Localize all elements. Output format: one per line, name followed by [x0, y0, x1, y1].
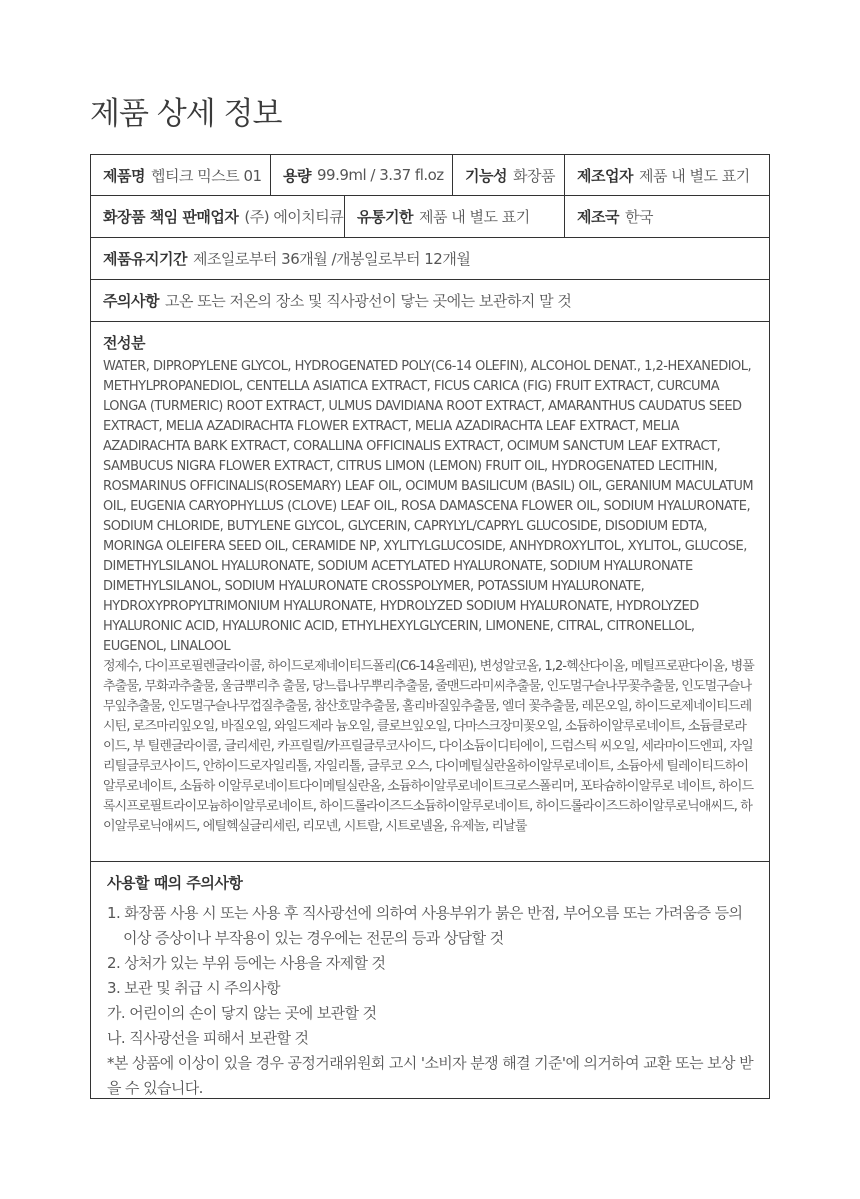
caution-note: *본 상품에 이상이 있을 경우 공정거래위원회 고시 '소비자 분쟁 해결 기준'에 의거하여 교환 또는 보상 받을 수 있습니다.: [107, 1054, 753, 1097]
storage-warning-label: 주의사항: [103, 292, 159, 310]
shelf-life-label: 제품유지기간: [103, 250, 187, 268]
origin-label: 제조국: [577, 208, 619, 226]
usage-cautions-title: 사용할 때의 주의사항: [107, 874, 243, 892]
storage-warning-cell: [91, 280, 769, 321]
product-info-table: [90, 154, 770, 1099]
origin-value: 한국: [624, 208, 653, 226]
caution-item: 1. 화장품 사용 시 또는 사용 후 직사광선에 의하여 사용부위가 붉은 반점, 부어오름 또는 가려움증 등의 이상 증상이나 부작용이 있는 경우에는 전문의 등과 상담할 것: [107, 904, 743, 947]
storage-warning-value: 고온 또는 저온의 장소 및 직사광선이 닿는 곳에는 보관하지 말 것: [164, 292, 572, 310]
expiry-label: 유통기한: [357, 208, 413, 226]
caution-item: 나. 직사광선을 피해서 보관할 것: [107, 1029, 309, 1047]
seller-label: 화장품 책임 판매업자: [103, 208, 239, 226]
volume-label: 용량: [283, 166, 311, 185]
product-name-label: 제품명: [103, 166, 145, 185]
functional-value: 화장품: [512, 166, 555, 185]
info-row-3: [91, 238, 769, 280]
origin-cell: [565, 196, 769, 237]
usage-cautions-section: [91, 862, 769, 1098]
functional-cell: [453, 155, 565, 195]
product-name-value: 헵티크 믹스트 01: [150, 166, 262, 185]
usage-cautions-list: [107, 901, 755, 1101]
manufacturer-cell: [565, 155, 769, 195]
ingredients-english: WATER, DIPROPYLENE GLYCOL, HYDROGENATED POLY(C6-14 OLEFIN), ALCOHOL DENAT., 1,2-HEXANEDIOL, METHYLPROPANEDIOL, CENTELLA ASIATICA EXTRACT, FICUS CARICA (FIG) FRUIT EXTRACT, CURCUMA LONGA (TURMERIC) ROOT EXTRACT, ULMUS DAVIDIANA ROOT EXTRACT, AMARANTHUS CAUDATUS SEED EXTRACT, MELIA AZADIRACHTA FLOWER EXTRACT, MELIA AZADIRACHTA LEAF EXTRACT, MELIA AZADIRACHTA BARK EXTRACT, CORALLINA OFFICINALIS EXTRACT, OCIMUM SANCTUM LEAF EXTRACT, SAMBUCUS NIGRA FLOWER EXTRACT, CITRUS LIMON (LEMON) FRUIT OIL, HYDROGENATED LECITHIN, ROSMARINUS OFFICINALIS(ROSEMARY) LEAF OIL, OCIMUM BASILICUM (BASIL) OIL, GERANIUM MACULATUM OIL, EUGENIA CARYOPHYLLUS (CLOVE) LEAF OIL, ROSA DAMASCENA FLOWER OIL, SODIUM HYALURONATE, SODIUM CHLORIDE, BUTYLENE GLYCOL, GLYCERIN, CAPRYLYL/CAPRYL GLUCOSIDE, DISODIUM EDTA, MORINGA OLEIFERA SEED OIL, CERAMIDE NP, XYLITYLGLUCOSIDE, ANHYDROXYLITOL, XYLITOL, GLUCOSE, DIMETHYLSILANOL HYALURONATE, SODIUM ACETYLATED HYALURONATE, SODIUM HYALURONATE DIMETHYLSILANOL, SODIUM HYALURONATE CROSSPOLYMER, POTASSIUM HYALURONATE, HYDROXYPROPYLTRIMONIUM HYALURONATE, HYDROLYZED SODIUM HYALURONATE, HYDROLYZED HYALURONIC ACID, HYALURONIC ACID, ETHYLHEXYLGLYCERIN, LIMONENE, CITRAL, CITRONELLOL, EUGENOL, LINALOOL: [103, 359, 754, 654]
info-row-4: [91, 280, 769, 322]
page-title: 제품 상세 정보: [90, 96, 282, 132]
volume-value: 99.9ml / 3.37 fl.oz: [316, 166, 444, 184]
ingredients-title: 전성분: [103, 334, 145, 352]
caution-item: 가. 어린이의 손이 닿지 않는 곳에 보관할 것: [107, 1004, 377, 1022]
manufacturer-value: 제품 내 별도 표기: [638, 166, 750, 185]
seller-value: (주) 에이치티큐: [244, 208, 344, 226]
caution-item: 2. 상처가 있는 부위 등에는 사용을 자제할 것: [107, 954, 386, 972]
info-row-2: [91, 196, 769, 238]
ingredients-korean: 정제수, 다이프로필렌글라이콜, 하이드로제네이티드폴리(C6-14올레핀), 변성알코올, 1,2-헥산다이올, 메틸프로판다이올, 병풀추출물, 무화과추출물, 울금뿌리추 출물, 당느릅나무뿌리추출물, 줄맨드라미씨추출물, 인도멀구슬나무꽃추출물, 인도멀구슬나무잎추출물, 인도멀구슬나무껍질추출물, 참산호말추출물, 홀리바질잎추출물, 엘더 꽃추출물, 레몬오일, 하이드로제네이티드레시틴, 로즈마리잎오일, 바질오일, 와일드제라 늄오일, 클로브잎오일, 다마스크장미꽃오일, 소듐하이알루로네이트, 소듐클로라이드, 부 틸렌글라이콜, 글리세린, 카프릴릴/카프릴글루코사이드, 다이소듐이디티에이, 드럼스틱 씨오일, 세라마이드엔피, 자일리틸글루코사이드, 안하이드로자일리톨, 자일리톨, 글루코 오스, 다이메틸실란올하이알루로네이트, 소듐아세 틸레이티드하이알루로네이트, 소듐하 이알루로네이트다이메틸실란올, 소듐하이알루로네이트크로스폴리머, 포타슘하이알루로 네이트, 하이드록시프로필트라이모늄하이알루로네이트, 하이드롤라이즈드소듐하이알루로네이트, 하이드롤라이즈드하이알루로닉애씨드, 하이알루로닉애씨드, 에틸헥실글리세린, 리모넨, 시트랄, 시트로넬올, 유제놀, 리날룰: [103, 659, 754, 834]
shelf-life-cell: [91, 238, 769, 279]
product-name-cell: [91, 155, 271, 195]
functional-label: 기능성: [465, 166, 507, 185]
expiry-value: 제품 내 별도 표기: [418, 208, 530, 226]
volume-cell: [271, 155, 453, 195]
shelf-life-value: 제조일로부터 36개월 /개봉일로부터 12개월: [192, 250, 471, 268]
manufacturer-label: 제조업자: [577, 166, 633, 185]
expiry-cell: [345, 196, 565, 237]
seller-cell: [91, 196, 345, 237]
info-row-1: [91, 155, 769, 196]
ingredients-section: [91, 322, 769, 862]
caution-item: 3. 보관 및 취급 시 주의사항: [107, 979, 280, 997]
